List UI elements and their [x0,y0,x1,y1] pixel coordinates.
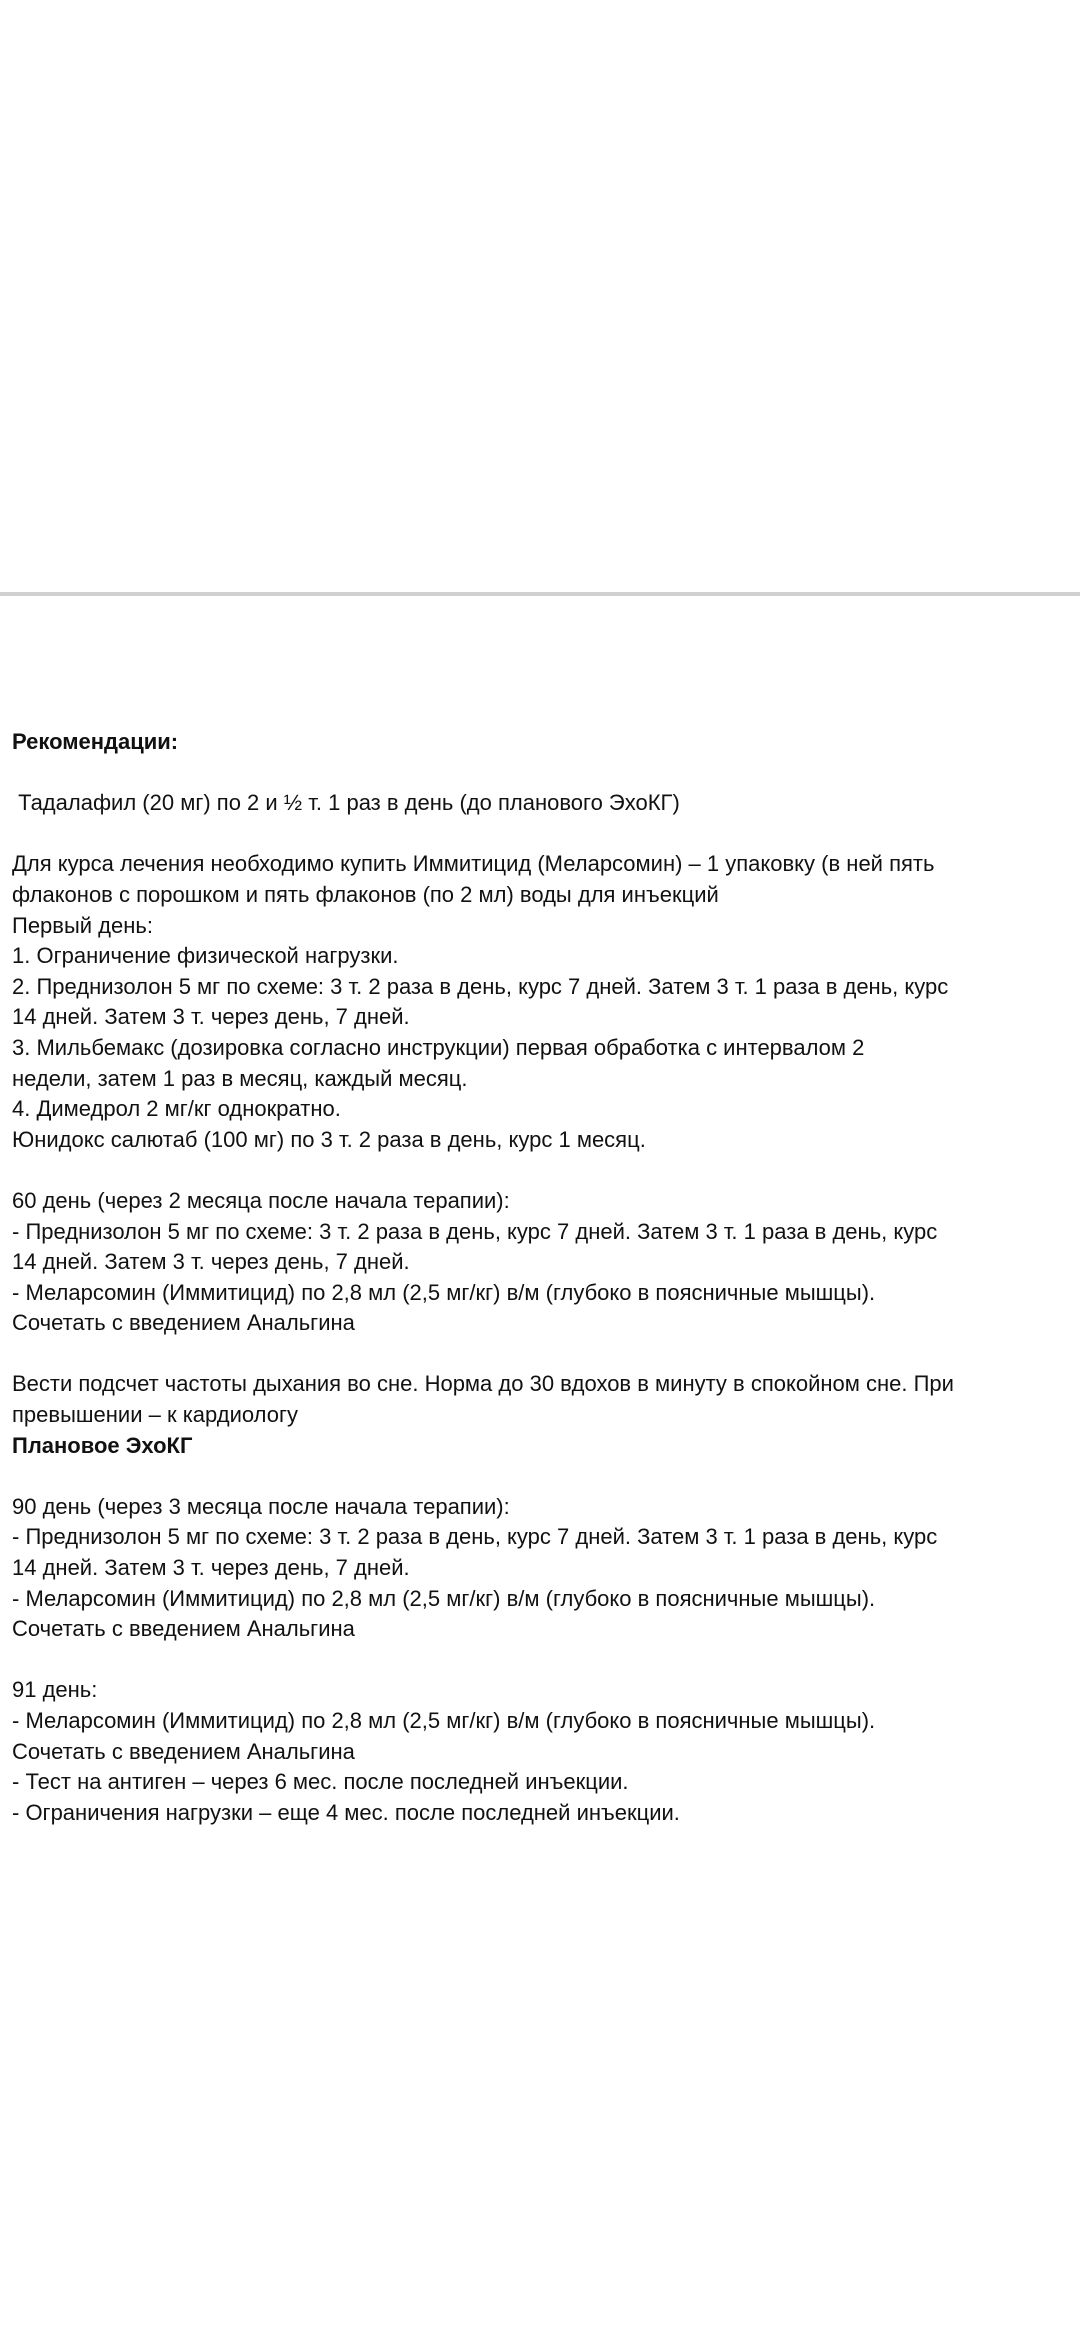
blank-line [12,1461,1062,1492]
document-line: 2. Преднизолон 5 мг по схеме: 3 т. 2 раза в день, курс 7 дней. Затем 3 т. 1 раза в день, курс [12,973,949,999]
document-line: 14 дней. Затем 3 т. через день, 7 дней. [12,1004,410,1030]
document-line: флаконов с порошком и пять флаконов (по 2 мл) воды для инъекций [12,881,719,907]
document-line: - Меларсомин (Иммитицид) по 2,8 мл (2,5 мг/кг) в/м (глубоко в поясничные мышцы). [12,1708,876,1733]
document-heading: Рекомендации: [12,729,179,754]
document-line: Сочетать с введением Анальгина [12,1616,355,1642]
page-divider [0,592,1080,596]
document-line: Вести подсчет частоты дыхания во сне. Норма до 30 вдохов в минуту в спокойном сне. При [12,1371,954,1397]
blank-line [12,819,1062,850]
document-line: 4. Димедрол 2 мг/кг однократно. [12,1096,341,1122]
document-line: - Тест на антиген – через 6 мес. после последней инъекции. [12,1769,629,1795]
document-line: Для курса лечения необходимо купить Иммитицид (Меларсомин) – 1 упаковку (в ней пять [12,851,935,877]
blank-line [12,1339,1062,1370]
document-body [12,727,1062,1828]
document-line: 91 день: [12,1677,98,1703]
document-line: Сочетать с введением Анальгина [12,1738,355,1764]
document-line: 14 дней. Затем 3 т. через день, 7 дней. [12,1249,410,1275]
document-line: Тадалафил (20 мг) по 2 и ½ т. 1 раз в день (до планового ЭхоКГ) [12,790,680,816]
document-line: превышении – к кардиологу [12,1402,298,1428]
document-line: 90 день (через 3 месяца после начала терапии): [12,1493,510,1519]
document-line: - Ограничения нагрузки – еще 4 мес. после последней инъекции. [12,1799,680,1825]
document-line: 14 дней. Затем 3 т. через день, 7 дней. [12,1555,410,1581]
document-line: - Преднизолон 5 мг по схеме: 3 т. 2 раза в день, курс 7 дней. Затем 3 т. 1 раза в день, курс [12,1218,938,1244]
blank-line [12,758,1062,789]
document-line: Первый день: [12,912,153,938]
document-line: - Меларсомин (Иммитицид) по 2,8 мл (2,5 мг/кг) в/м (глубоко в поясничные мышцы). [12,1279,876,1305]
document-line: - Преднизолон 5 мг по схеме: 3 т. 2 раза в день, курс 7 дней. Затем 3 т. 1 раза в день, курс [12,1524,938,1550]
document-line: 1. Ограничение физической нагрузки. [12,943,399,969]
blank-line [12,1645,1062,1676]
document-line: 60 день (через 2 месяца после начала терапии): [12,1187,510,1213]
document-line: недели, затем 1 раз в месяц, каждый месяц. [12,1065,468,1091]
document-line: Юнидокс салютаб (100 мг) по 3 т. 2 раза в день, курс 1 месяц. [12,1126,646,1152]
document-heading: Плановое ЭхоКГ [12,1432,193,1458]
document-line: Сочетать с введением Анальгина [12,1310,355,1336]
document-line: - Меларсомин (Иммитицид) по 2,8 мл (2,5 мг/кг) в/м (глубоко в поясничные мышцы). [12,1585,876,1611]
document-line: 3. Мильбемакс (дозировка согласно инструкции) первая обработка с интервалом 2 [12,1034,865,1060]
blank-line [12,1155,1062,1186]
